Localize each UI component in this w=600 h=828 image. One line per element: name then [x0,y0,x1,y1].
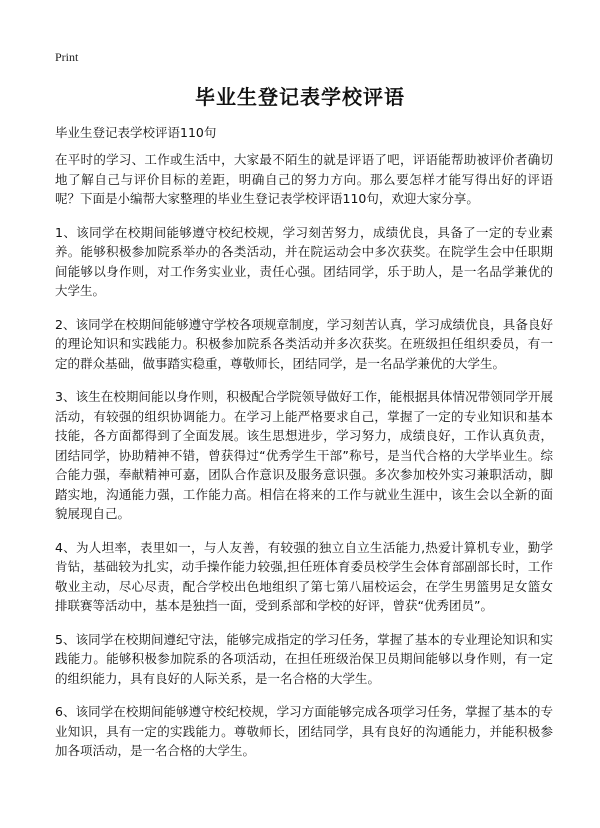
intro-paragraph: 在平时的学习、工作或生活中，大家最不陌生的就是评语了吧，评语能帮助被评价者确切地了解自己与评价目标的差距，明确自己的努力方向。那么要怎样才能写得出好的评语呢？下面是小编帮大家整理的毕业生登记表学校评语110句，欢迎大家分享。 [55,152,553,206]
print-link[interactable]: Print [55,50,79,64]
document-body [55,150,553,775]
page-title: 毕业生登记表学校评语 [195,85,405,109]
comment-item-6: 6、该同学在校期间能够遵守校纪校规，学习方面能够完成各项学习任务，掌握了基本的专业知识，具有一定的实践能力。尊敬师长，团结同学，具有良好的沟通能力，并能积极参加各项活动，是一名合格的大学生。 [55,704,553,758]
comment-item-5: 5、该同学在校期间遵纪守法，能够完成指定的学习任务，掌握了基本的专业理论知识和实践能力。能够积极参加院系的各项活动，在担任班级治保卫员期间能够以身作则，有一定的组织能力，具有良好的人际关系，是一名合格的大学生。 [55,631,553,686]
comment-item-1: 1、该同学在校期间能够遵守校纪校规，学习刻苦努力，成绩优良，具备了一定的专业素养。能够积极参加院系举办的各类活动，并在院运动会中多次获奖。在院学生会中任职期间能够以身作则，对工作务实业业，责任心强。团结同学，乐于助人，是一名品学兼优的大学生。 [55,224,553,298]
comment-item-2: 2、该同学在校期间能够遵守学校各项规章制度，学习刻苦认真，学习成绩优良，具备良好的理论知识和实践能力。积极参加院系各类活动并多次获奖。在班级担任组织委员，有一定的群众基础，做事踏实稳重，尊敬师长，团结同学，是一名品学兼优的大学生。 [55,316,553,371]
comment-item-4: 4、为人坦率，表里如一，与人友善，有较强的独立自立生活能力,热爱计算机专业，勤学肯钻，基础较为扎实，动手操作能力较强,担任班体育委员校学生会体育部副部长时，工作敬业主动，尽心尽责，配合学校出色地组织了第七第八届校运会，在学生男篮男足女篮女排联赛等活动中，基本是独挡一面，受到系部和学校的好评，曾获“优秀团员”。 [55,539,553,613]
document-subtitle: 毕业生登记表学校评语110句 [55,125,217,140]
comment-item-3: 3、该生在校期间能以身作则，积极配合学院领导做好工作，能根据具体情况带领同学开展活动，有较强的组织协调能力。在学习上能严格要求自己，掌握了一定的专业知识和基本技能，各方面都得到了全面发展。该生思想进步，学习努力，成绩良好，工作认真负责，团结同学，协助精神不错，曾获得过“优秀学生干部”称号，是当代合格的大学毕业生。综合能力强，奉献精神可嘉，团队合作意识及服务意识强。多次参加校外实习兼职活动，脚踏实地，沟通能力强，工作能力高。相信在将来的工作与就业生涯中，该生会以全新的面貌展现自己。 [55,389,553,521]
